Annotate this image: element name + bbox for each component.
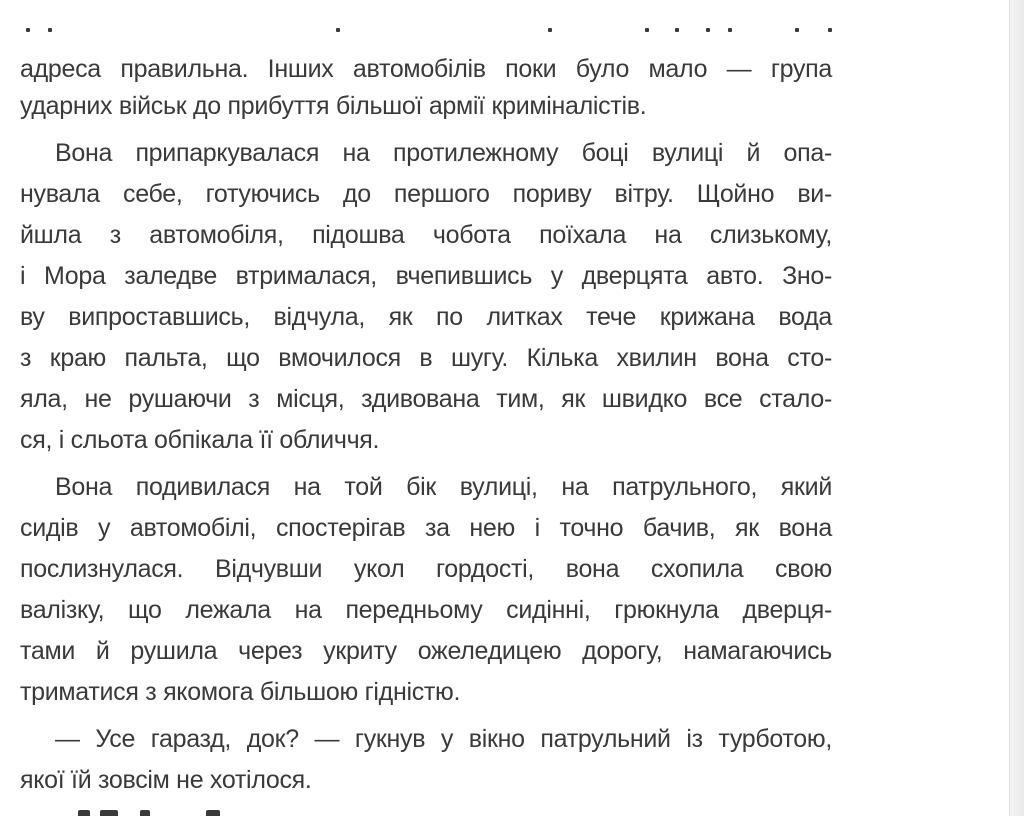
text-line-16: триматися з якомога більшою гідністю. (20, 678, 461, 706)
text-line-1: адреса правильна. Інших автомобілів поки було мало — група (20, 55, 832, 83)
text-line-18: якої їй зовсім не хотілося. (20, 766, 312, 794)
text-line-8: з краю пальта, що вмочилося в шугу. Кілька хвилин вона сто- (20, 344, 832, 372)
text-line-3: Вона припаркувалася на протилежному боці вулиці й опа- (55, 139, 832, 167)
text-line-7: ву випроставшись, відчула, як по литках тече крижана вода (20, 303, 832, 331)
cropped-previous-line (20, 0, 832, 40)
text-line-14: валізку, що лежала на передньому сидінні, грюкнула дверця- (20, 596, 832, 624)
text-line-10: ся, і сльота обпікала її обличчя. (20, 426, 380, 454)
text-line-6: і Мора заледве втрималася, вчепившись у дверцята авто. Зно- (20, 262, 832, 290)
text-line-2: ударних військ до прибуття більшої армії криміналістів. (20, 92, 647, 120)
text-line-17: — Усе гаразд, док? — гукнув у вікно патрульний із турботою, (55, 725, 832, 753)
text-line-9: яла, не рушаючи з місця, здивована тим, як швидко все стало- (20, 385, 832, 413)
page-edge (1009, 0, 1024, 816)
text-line-12: сидів у автомобілі, спостерігав за нею і точно бачив, як вона (20, 514, 832, 542)
text-line-4: нувала себе, готуючись до першого пориву вітру. Щойно ви- (20, 180, 832, 208)
text-line-15: тами й рушила через укриту ожеледицею дорогу, намагаючись (20, 637, 832, 665)
text-line-13: послизнулася. Відчувши укол гордості, вона схопила свою (20, 555, 832, 583)
text-line-5: йшла з автомобіля, підошва чобота поїхала на слизькому, (20, 221, 832, 249)
cropped-next-line (20, 800, 832, 816)
text-line-11: Вона подивилася на той бік вулиці, на патрульного, який (55, 473, 832, 501)
